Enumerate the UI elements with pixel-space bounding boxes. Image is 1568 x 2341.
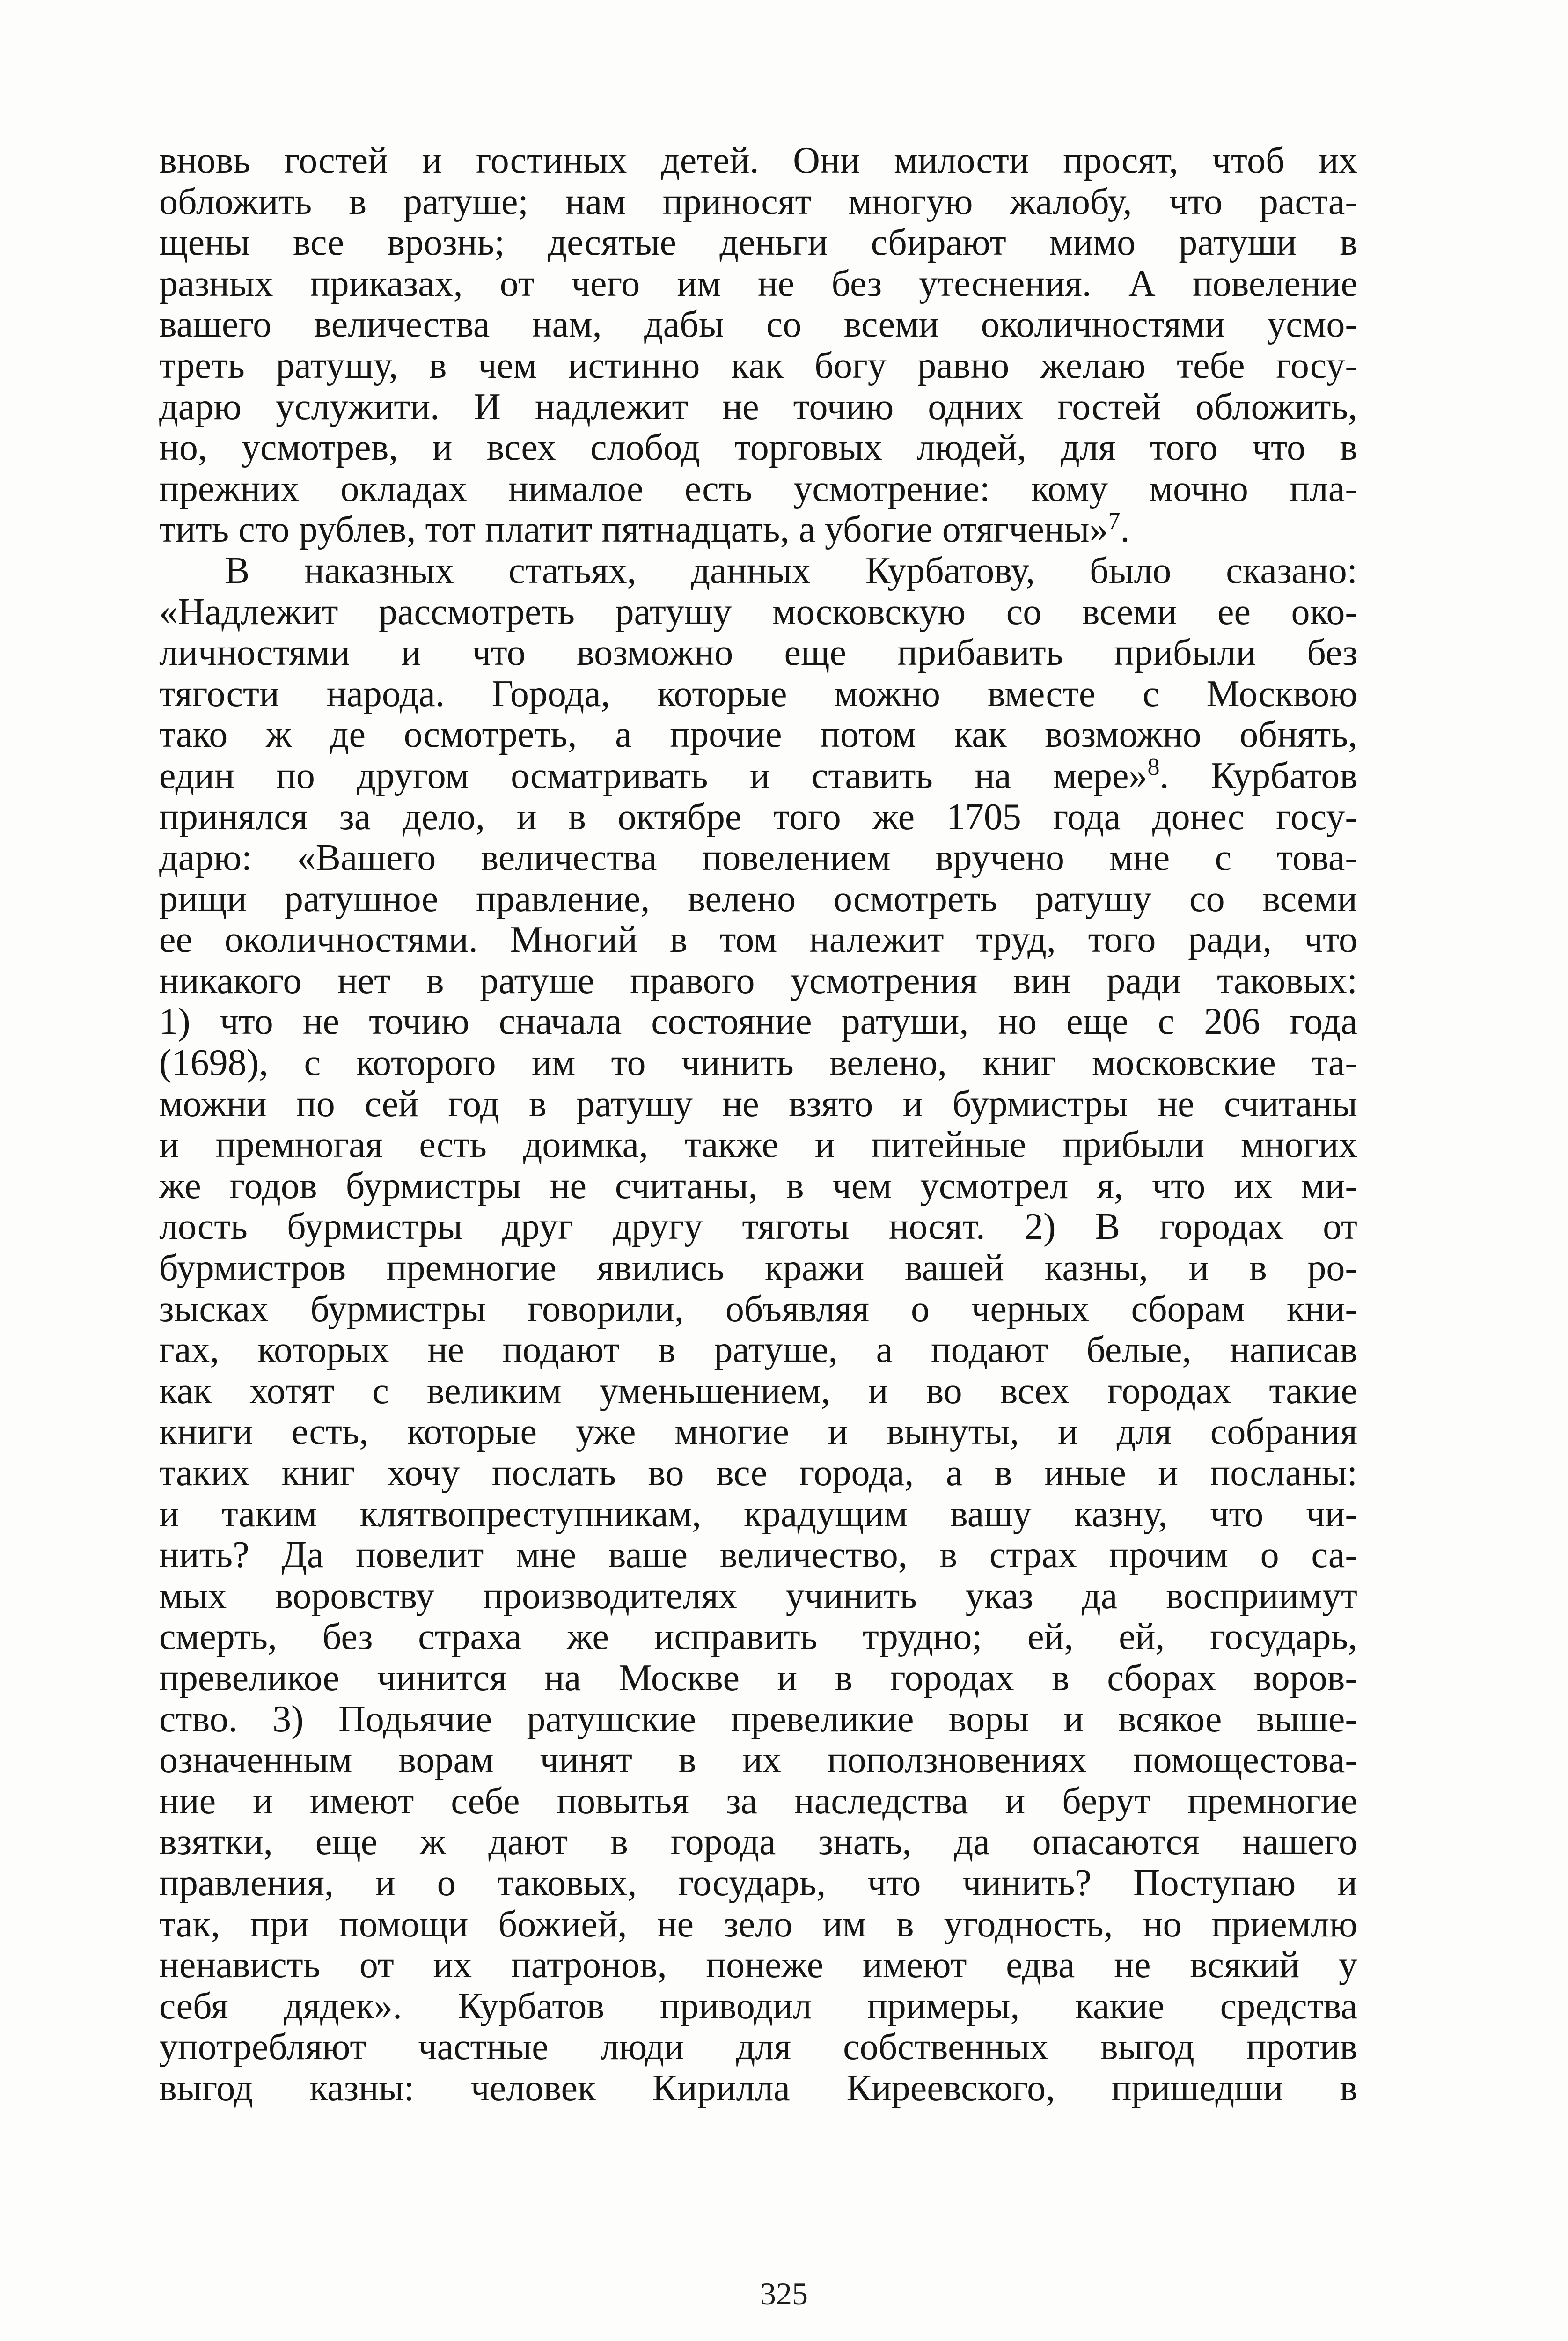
text-line: [159, 509, 1357, 551]
line-text: и таким клятвопреступникам, крадущим вашу казну, что чи-: [159, 1493, 1357, 1535]
line-text-continuation: . Курбатов: [1159, 755, 1357, 796]
line-text: ненависть от их патронов, понеже имеют едва не всякий у: [159, 1944, 1357, 1986]
line-text: как хотят с великим уменьшением, и во всех городах такие: [159, 1370, 1357, 1412]
line-text: 1) что не точию сначала состояние ратуши, но еще с 206 года: [159, 1001, 1357, 1043]
line-text-continuation: .: [1120, 509, 1130, 551]
text-line: [159, 1904, 1357, 1945]
line-text: ство. 3) Подьячие ратушские превеликие воры и всякое выше-: [159, 1698, 1357, 1740]
text-line: [159, 633, 1357, 674]
text-line: [159, 222, 1357, 264]
text-line: [159, 797, 1357, 838]
text-line: [159, 1043, 1357, 1084]
text-line: [159, 674, 1357, 715]
line-text: таких книг хочу послать во все города, а в иные и посланы:: [159, 1452, 1357, 1494]
text-line: [159, 1289, 1357, 1330]
text-line: [159, 753, 1357, 797]
line-text: прежних окладах нималое есть усмотрение: кому мочно пла-: [159, 468, 1357, 509]
line-text: ние и имеют себе повытья за наследства и берут премногие: [159, 1780, 1357, 1822]
line-text: щены все врознь; десятые деньги сбирают мимо ратуши в: [159, 222, 1357, 264]
line-text: «Надлежит рассмотреть ратушу московскую со всеми ее око-: [159, 591, 1357, 633]
text-line: [159, 1740, 1357, 1781]
line-text: вашего величества нам, дабы со всеми околичностями усмо-: [159, 304, 1357, 346]
text-line: [159, 1207, 1357, 1248]
text-line: [159, 961, 1357, 1002]
line-text: и премногая есть доимка, также и питейные прибыли многих: [159, 1124, 1357, 1166]
text-line: [159, 1001, 1357, 1043]
text-line: [159, 387, 1357, 428]
line-text: книги есть, которые уже многие и вынуты, и для собрания: [159, 1411, 1357, 1453]
body-text: [159, 140, 1357, 2109]
text-line: [159, 920, 1357, 961]
line-text: смерть, без страха же исправить трудно; ей, ей, государь,: [159, 1616, 1357, 1658]
text-line: [159, 1412, 1357, 1453]
line-text: личностями и что возможно еще прибавить прибыли без: [159, 632, 1357, 674]
text-line: [159, 1494, 1357, 1535]
line-text: лость бурмистры друг другу тяготы носят. 2) В городах от: [159, 1206, 1357, 1248]
line-text: тако ж де осмотреть, а прочие потом как возможно обнять,: [159, 714, 1357, 756]
line-text: означенным ворам чинят в их поползновениях помощестова-: [159, 1739, 1357, 1781]
line-text: же годов бурмистры не считаны, в чем усмотрел я, что их ми-: [159, 1165, 1357, 1207]
line-text: так, при помощи божией, не зело им в угодность, но приемлю: [159, 1903, 1357, 1945]
line-text: дарю услужити. И надлежит не точию одних гостей обложить,: [159, 386, 1357, 427]
text-line: [159, 2068, 1357, 2109]
text-line: [159, 1781, 1357, 1822]
text-line: [159, 1084, 1357, 1125]
text-line: [159, 1945, 1357, 1986]
line-text: мых воровству производителях учинить указ да восприимут: [159, 1575, 1357, 1617]
text-line: [159, 140, 1357, 182]
text-line: [159, 592, 1357, 633]
line-text: выгод казны: человек Кирилла Киреевского, пришедши в: [159, 2067, 1357, 2109]
line-text: взятки, еще ж дают в города знать, да опасаются нашего: [159, 1821, 1357, 1863]
line-text: рищи ратушное правление, велено осмотреть ратушу со всеми: [159, 878, 1357, 920]
footnote-marker: 8: [1147, 753, 1160, 780]
line-text: можни по сей год в ратушу не взято и бурмистры не считаны: [159, 1083, 1357, 1125]
text-line: [159, 264, 1357, 305]
text-line: [159, 1125, 1357, 1166]
line-text: употребляют частные люди для собственных выгод против: [159, 2026, 1357, 2068]
line-text: един по другом осматривать и ставить на мере»: [159, 755, 1148, 796]
line-text: нить? Да повелит мне ваше величество, в страх прочим о са-: [159, 1534, 1357, 1576]
text-line: [159, 1986, 1357, 2027]
text-line: [159, 1863, 1357, 1904]
text-line: [159, 182, 1357, 223]
text-line: [159, 1576, 1357, 1617]
line-text: треть ратушу, в чем истинно как богу равно желаю тебе госу-: [159, 345, 1357, 386]
line-text: правления, и о таковых, государь, что чинить? Поступаю и: [159, 1862, 1357, 1904]
text-line: [159, 1248, 1357, 1289]
text-line: [159, 1699, 1357, 1740]
line-text: себя дядек». Курбатов приводил примеры, какие средства: [159, 1985, 1357, 2027]
text-line: [159, 1617, 1357, 1658]
text-line: [159, 427, 1357, 469]
text-line: [159, 1658, 1357, 1699]
line-text: тить сто рублев, тот платит пятнадцать, а убогие отягчены»: [159, 509, 1108, 551]
text-line: [159, 1166, 1357, 1207]
text-line: [159, 551, 1357, 592]
line-text: дарю: «Вашего величества повелением вручено мне с това-: [159, 837, 1357, 879]
line-text: зысках бурмистры говорили, объявляя о черных сборам кни-: [159, 1288, 1357, 1330]
text-line: [159, 714, 1357, 756]
line-text: принялся за дело, и в октябре того же 1705 года донес госу-: [159, 796, 1357, 838]
line-text: В наказных статьях, данных Курбатову, было сказано:: [225, 550, 1357, 591]
text-line: [159, 304, 1357, 346]
text-line: [159, 469, 1357, 510]
line-text: ее околичностями. Многий в том належит труд, того ради, что: [159, 919, 1357, 961]
text-line: [159, 879, 1357, 920]
line-text: тягости народа. Города, которые можно вместе с Москвою: [159, 673, 1357, 714]
text-line: [159, 1535, 1357, 1576]
text-line: [159, 1330, 1357, 1371]
line-text: никакого нет в ратуше правого усмотрения вин ради таковых:: [159, 960, 1357, 1001]
text-line: [159, 838, 1357, 879]
line-text: (1698), с которого им то чинить велено, книг московские та-: [159, 1042, 1357, 1084]
page-number: 325: [760, 2276, 808, 2312]
line-text: вновь гостей и гостиных детей. Они милости просят, чтоб их: [159, 140, 1357, 181]
footnote-marker: 7: [1108, 508, 1121, 535]
line-text: но, усмотрев, и всех слобод торговых людей, для того что в: [159, 427, 1357, 469]
text-line: [159, 2027, 1357, 2068]
line-text: разных приказах, от чего им не без утеснения. А повеление: [159, 263, 1357, 304]
text-line: [159, 1822, 1357, 1863]
line-text: гах, которых не подают в ратуше, а подают белые, написав: [159, 1329, 1357, 1371]
text-line: [159, 1453, 1357, 1494]
line-text: обложить в ратуше; нам приносят многую жалобу, что раста-: [159, 181, 1357, 222]
line-text: бурмистров премногие явились кражи вашей казны, и в ро-: [159, 1247, 1357, 1289]
text-line: [159, 346, 1357, 387]
text-line: [159, 1371, 1357, 1412]
line-text: превеликое чинится на Москве и в городах в сборах воров-: [159, 1657, 1357, 1699]
